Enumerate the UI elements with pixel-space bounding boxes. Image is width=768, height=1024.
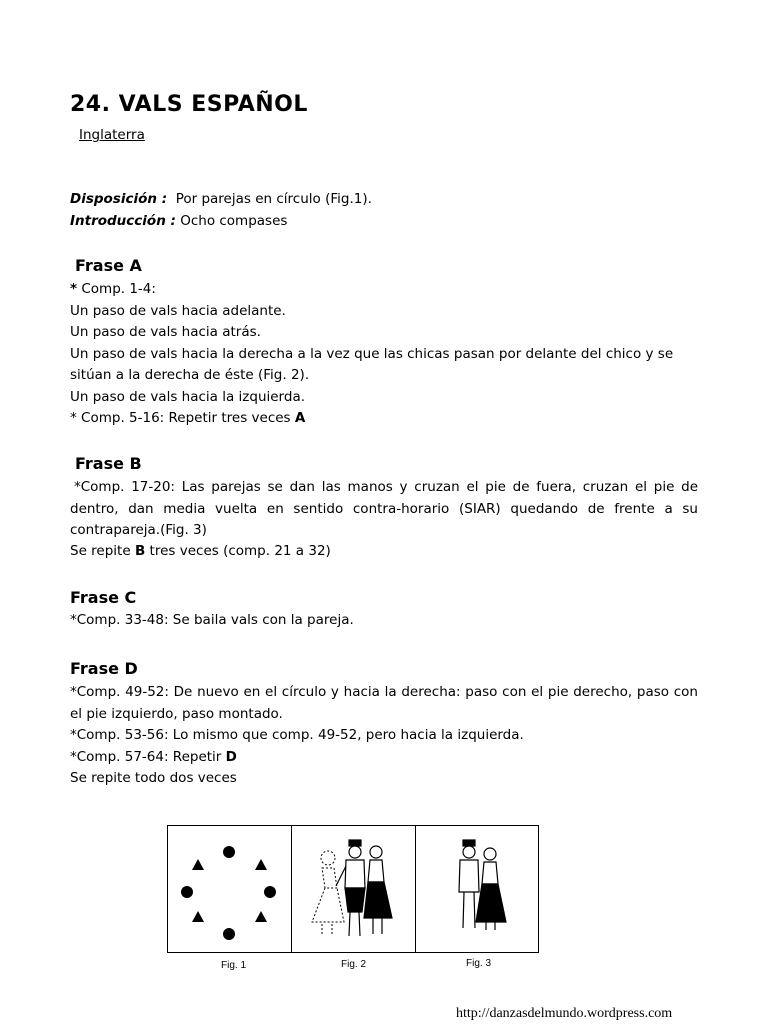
frase-a-comp2: * Comp. 5-16: Repetir tres veces A xyxy=(70,410,306,426)
fig-3-caption: Fig. 3 xyxy=(466,958,492,969)
figure-3-couple-illustration xyxy=(415,826,538,952)
fig-2-caption: Fig. 2 xyxy=(341,959,367,970)
disposition-text: Por parejas en círculo (Fig.1). xyxy=(175,191,372,207)
frase-d-rest xyxy=(70,725,700,790)
dancer-triangle-marker xyxy=(192,859,204,870)
frase-d-heading: Frase D xyxy=(70,659,138,678)
footer-url: http://danzasdelmundo.wordpress.com xyxy=(456,1006,673,1021)
frase-a-comp1: * Comp. 1-4: xyxy=(70,281,156,297)
figure-1-circle-diagram xyxy=(168,826,291,952)
frase-a-line: Un paso de vals hacia la izquierda. xyxy=(70,388,306,405)
frase-d-line4: Se repite todo dos veces xyxy=(70,770,237,786)
fig-1-caption: Fig. 1 xyxy=(221,960,247,971)
frase-a-line: Un paso de vals hacia la derecha a la vez que las chicas pasan por delante del chico y se xyxy=(70,345,674,362)
girl-figure xyxy=(476,848,506,930)
introduction-text: Ocho compases xyxy=(180,212,288,229)
figures-strip xyxy=(167,825,539,953)
frase-c-text: *Comp. 33-48: Se baila vals con la pareja. xyxy=(70,612,354,628)
frase-b-repeat: Se repite B tres veces (comp. 21 a 32) xyxy=(70,543,331,559)
setup-section xyxy=(70,189,700,232)
frase-b-heading: Frase B xyxy=(75,454,142,473)
origin-country: Inglaterra xyxy=(79,127,145,143)
frase-a-line: Un paso de vals hacia atrás. xyxy=(70,324,261,340)
dancer-triangle-marker xyxy=(192,911,204,922)
figure-2-couple-illustration xyxy=(291,826,415,952)
girl-figure xyxy=(364,846,392,934)
dancer-triangle-marker xyxy=(255,911,267,922)
frase-d-paragraph: *Comp. 49-52: De nuevo en el círculo y hacia la derecha: paso con el pie derecho, paso con el pie izquierdo, paso montado. xyxy=(70,684,698,722)
disposition-label: Disposición xyxy=(70,191,157,207)
frase-b-paragraph: *Comp. 17-20: Las parejas se dan las manos y cruzan el pie de fuera, cruzan el pie de dentro, dan media vuelta en sentido contra-horario (SIAR) quedando de frente a su contrapareja.(Fig. 3) xyxy=(70,479,698,538)
dancer-triangle-marker xyxy=(255,859,267,870)
frase-d-line2: *Comp. 53-56: Lo mismo que comp. 49-52, pero hacia la izquierda. xyxy=(70,727,524,743)
dancer-circle-marker xyxy=(223,928,235,940)
dancer-circle-marker xyxy=(181,886,193,898)
boy-figure xyxy=(459,840,479,928)
dancer-circle-marker xyxy=(264,886,276,898)
disposition-line: Disposición : Por parejas en círculo (Fig.1). xyxy=(70,191,372,207)
page-title: 24. VALS ESPAÑOL xyxy=(70,92,308,117)
frase-a-body xyxy=(70,279,700,430)
frase-a-heading: Frase A xyxy=(75,256,142,275)
dancer-circle-marker xyxy=(223,846,235,858)
girl-dotted-figure xyxy=(312,851,344,936)
frase-c-heading: Frase C xyxy=(70,588,137,607)
frase-d-line3: *Comp. 57-64: Repetir D xyxy=(70,748,237,765)
introduction-label: Introducción xyxy=(70,212,166,229)
introduction-line: Introducción : Ocho compases xyxy=(70,212,288,229)
frase-a-line: sitúan a la derecha de éste (Fig. 2). xyxy=(70,367,310,383)
frase-a-line: Un paso de vals hacia adelante. xyxy=(70,302,286,319)
